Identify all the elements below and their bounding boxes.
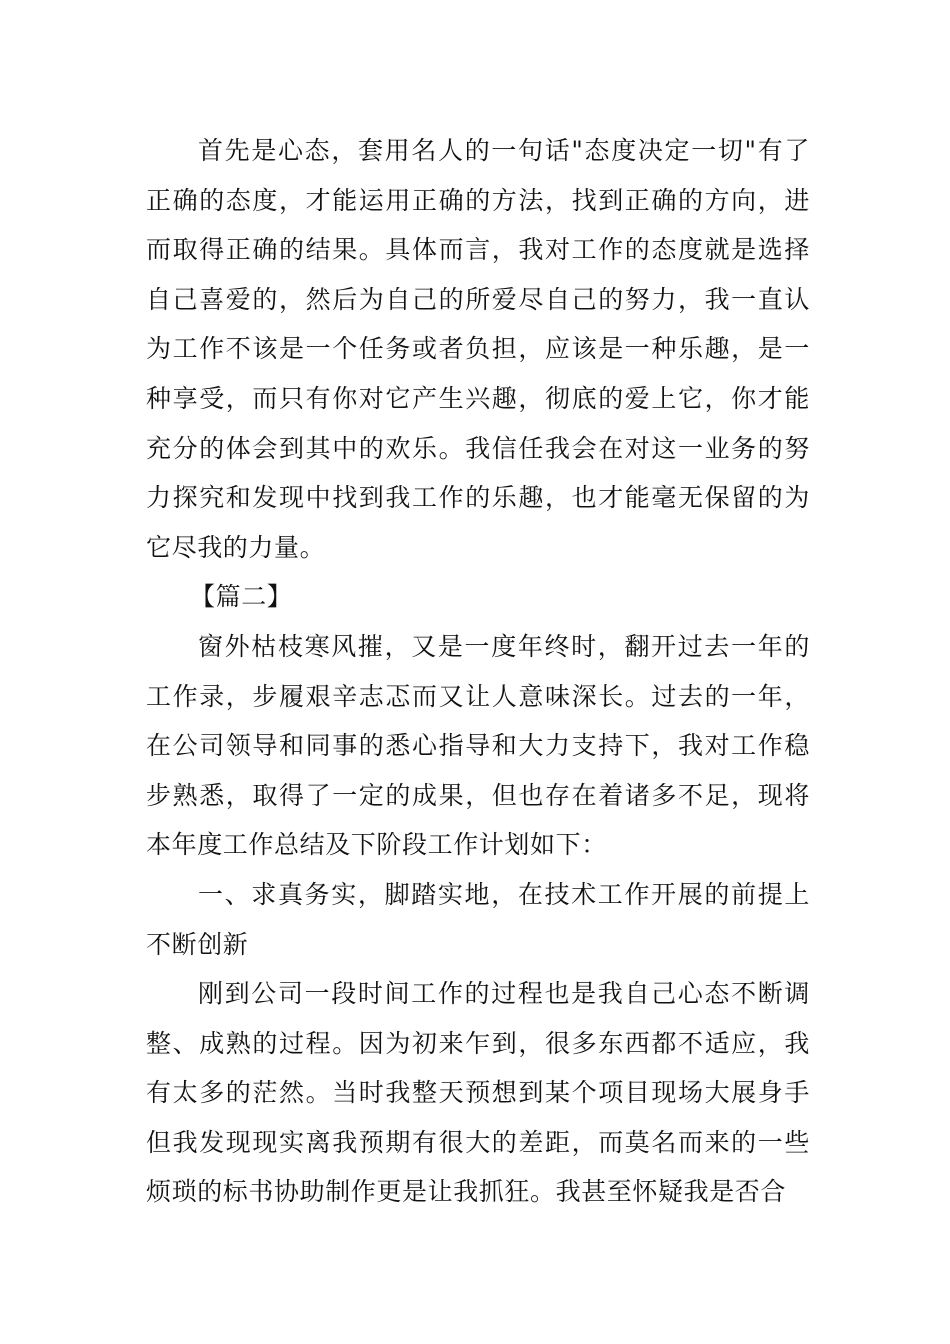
- paragraph-year-review: 窗外枯枝寒风摧，又是一度年终时，翻开过去一年的工作录，步履艰辛志忑而又让人意味深长。过去的一年，在公司领导和同事的悉心指导和大力支持下，我对工作稳步熟悉，取得了一定的成果，但也存在着诸多不足，现将本年度工作总结及下阶段工作计划如下：: [146, 631, 810, 860]
- paragraph-attitude: 首先是心态，套用名人的一句话"态度决定一切"有了正确的态度，才能运用正确的方法，找到正确的方向，进而取得正确的结果。具体而言，我对工作的态度就是选择自己喜爱的，然后为自己的所爱尽自己的努力，我一直认为工作不该是一个任务或者负担，应该是一种乐趣，是一种享受，而只有你对它产生兴趣，彻底的爱上它，你才能充分的体会到其中的欢乐。我信任我会在对这一业务的努力探究和发现中找到我工作的乐趣，也才能毫无保留的为它尽我的力量。: [146, 136, 810, 562]
- paragraph-section-one-title: 一、求真务实，脚踏实地，在技术工作开展的前提上不断创新: [146, 879, 810, 959]
- paragraph-adjustment: 刚到公司一段时间工作的过程也是我自己心态不断调整、成熟的过程。因为初来乍到，很多东西都不适应，我有太多的茫然。当时我整天预想到某个项目现场大展身手但我发现现实离我预期有很大的差距，而莫名而来的一些烦琐的标书协助制作更是让我抓狂。我甚至怀疑我是否合: [146, 979, 810, 1207]
- section-heading-part-two: 【篇二】: [190, 582, 293, 612]
- document-page: [146, 126, 810, 1217]
